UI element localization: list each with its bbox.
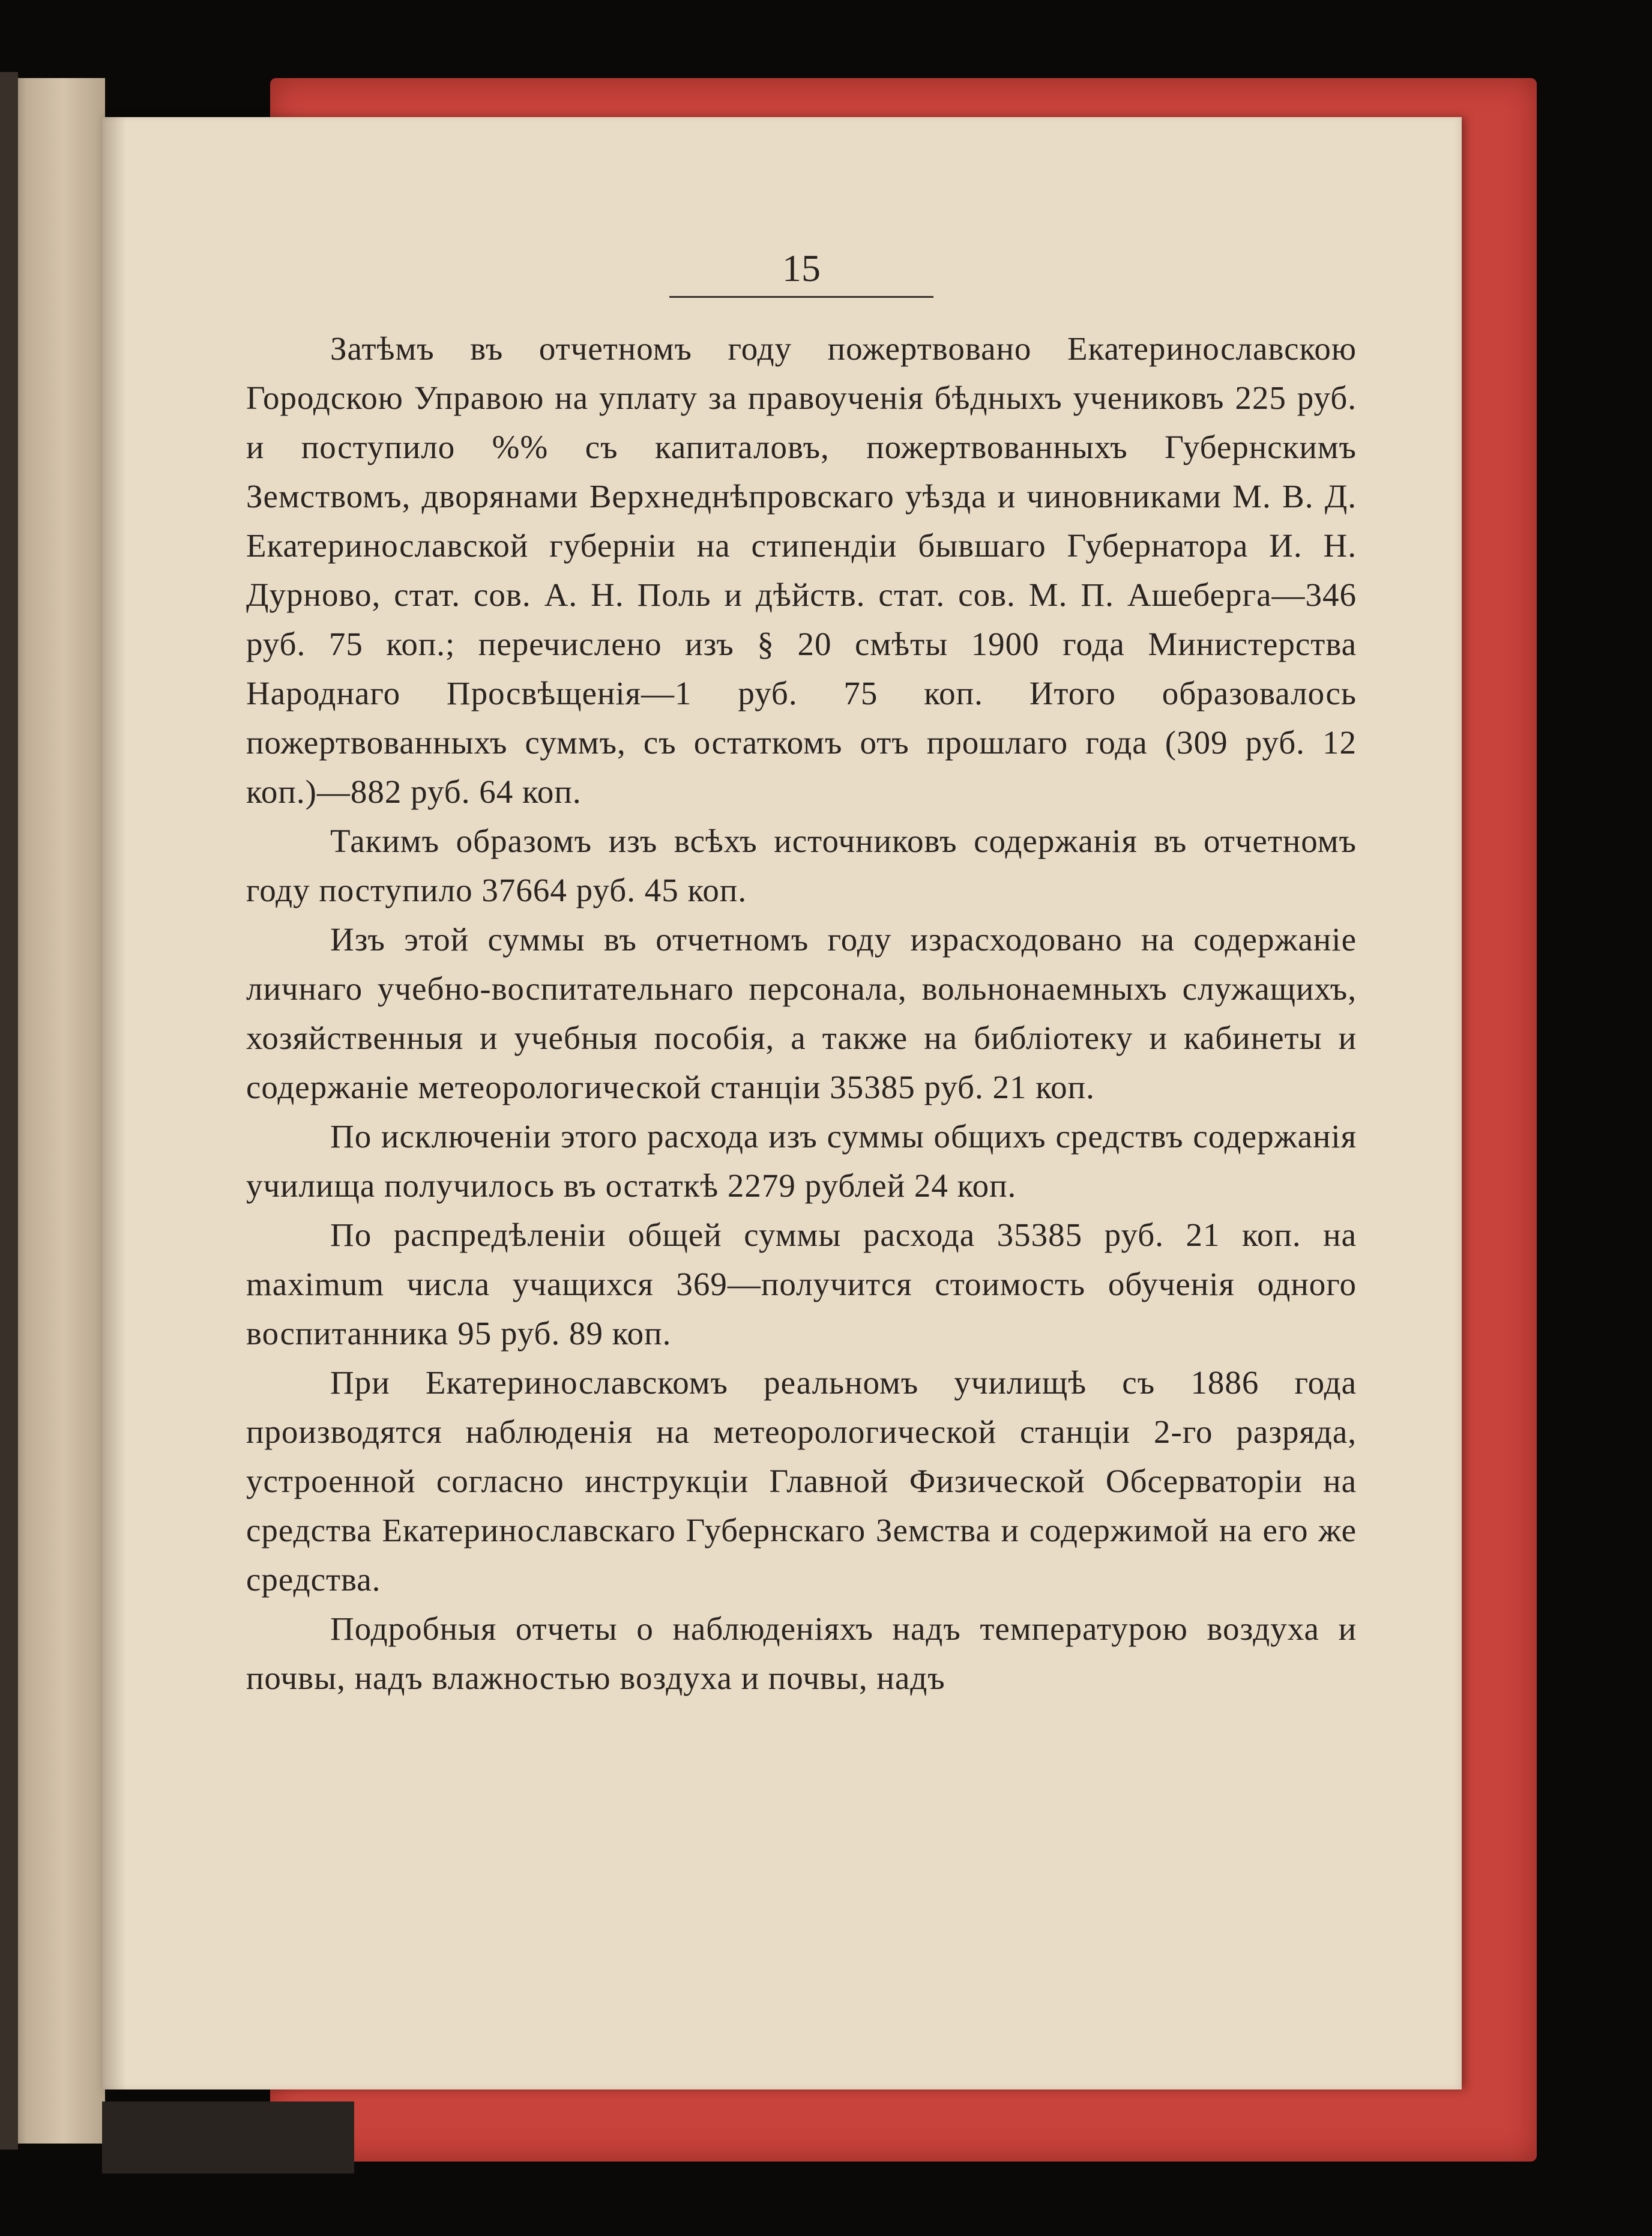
- paragraph: Такимъ образомъ изъ всѣхъ источниковъ содержанія въ отчетномъ году поступило 37664 руб. 45 коп.: [246, 823, 1357, 908]
- page-number: 15: [782, 247, 821, 289]
- paragraph: Изъ этой суммы въ отчетномъ году израсходовано на содержаніе личнаго учебно-воспитательнаго персонала, вольнонаемныхъ служащихъ, хозяйственныя и учебныя пособія, а также на библіотеку и кабинеты и содержаніе метеорологической станціи 35385 руб. 21 коп.: [246, 921, 1357, 1105]
- book-page: [102, 117, 1462, 2089]
- binding-band: [102, 2102, 354, 2174]
- paragraph: По распредѣленіи общей суммы расхода 35385 руб. 21 коп. на maximum числа учащихся 369—получится стоимость обученія одного воспитанника 95 руб. 89 коп.: [246, 1216, 1357, 1352]
- paragraph: Затѣмъ въ отчетномъ году пожертвовано Екатеринославскою Городскою Управою на уплату за правоученія бѣдныхъ учениковъ 225 руб. и поступило %% съ капиталовъ, пожертвованныхъ Губернскимъ Земствомъ, дворянами Верхнеднѣпровскаго уѣзда и чиновниками М. В. Д. Екатеринославской губерніи на стипендіи бывшаго Губернатора И. Н. Дурново, стат. сов. А. Н. Поль и дѣйств. стат. сов. М. П. Ашеберга—346 руб. 75 коп.; перечислено изъ § 20 смѣты 1900 года Министерства Народнаго Просвѣщенія—1 руб. 75 коп. Итого образовалось пожертвованныхъ суммъ, съ остаткомъ отъ прошлаго года (309 руб. 12 коп.)—882 руб. 64 коп.: [246, 330, 1357, 810]
- paragraph: По исключеніи этого расхода изъ суммы общихъ средствъ содержанія училища получилось въ остаткѣ 2279 рублей 24 коп.: [246, 1118, 1357, 1204]
- paragraph: Подробныя отчеты о наблюденіяхъ надъ температурою воздуха и почвы, надъ влажностью воздуха и почвы, надъ: [246, 1610, 1357, 1696]
- page-number-rule: [669, 296, 933, 298]
- body-text: [246, 324, 1357, 1703]
- paragraph: При Екатеринославскомъ реальномъ училищѣ съ 1886 года производятся наблюденія на метеорологической станціи 2-го разряда, устроенной согласно инструкціи Главной Физической Обсерваторіи на средства Екатеринославскаго Губернскаго Земства и содержимой на его же средства.: [246, 1364, 1357, 1598]
- page-gutter: [102, 117, 126, 2089]
- book-spine: [0, 72, 18, 2150]
